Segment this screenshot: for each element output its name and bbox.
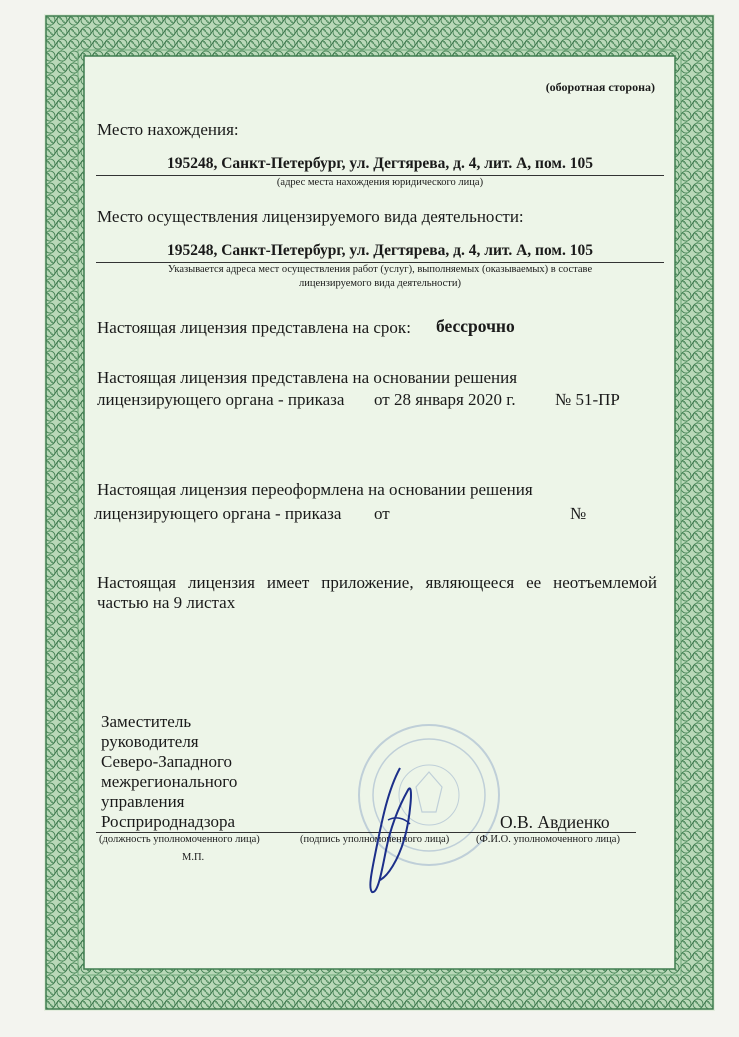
basis-date: от 28 января 2020 г. (374, 390, 516, 409)
basis-line-1: Настоящая лицензия представлена на основании решения (97, 368, 518, 387)
basis-number: № 51-ПР (555, 390, 620, 409)
location-caption: (адрес места нахождения юридического лица) (276, 177, 484, 188)
handwritten-signature (358, 760, 428, 900)
reverse-side-label: (оборотная сторона) (545, 80, 655, 94)
term-value: бессрочно (436, 316, 515, 336)
reissue-line-1: Настоящая лицензия переоформлена на основании решения (97, 480, 533, 499)
reissue-line-2: лицензирующего органа - приказа (94, 504, 342, 523)
position-line: управления (101, 792, 185, 811)
activity-place-address: 195248, Санкт-Петербург, ул. Дегтярева, д. 4, лит. А, пом. 105 (166, 242, 593, 259)
seal-label: М.П. (182, 852, 205, 863)
term-label: Настоящая лицензия представлена на срок: (97, 318, 411, 337)
location-address: 195248, Санкт-Петербург, ул. Дегтярева, д. 4, лит. А, пом. 105 (166, 155, 593, 172)
position-line: Росприроднадзора (101, 812, 236, 831)
location-underline (96, 175, 664, 176)
position-line: межрегионального (101, 772, 238, 791)
position-line: Северо-Западного (101, 752, 233, 771)
activity-place-caption-1: Указывается адреса мест осуществления работ (услуг), выполняемых (оказываемых) в составе (167, 264, 593, 275)
caption-position: (должность уполномоченного лица) (99, 834, 260, 845)
caption-signature: (подпись уполномоченного лица) (300, 834, 450, 845)
activity-place-underline (96, 262, 664, 263)
basis-line-2: лицензирующего органа - приказа (97, 390, 345, 409)
signatory-name: О.В. Авдиенко (500, 812, 610, 832)
activity-place-label: Место осуществления лицензируемого вида деятельности: (97, 207, 524, 226)
activity-place-caption-2: лицензируемого вида деятельности) (298, 278, 462, 289)
reissue-number-prefix: № (570, 504, 587, 523)
location-label: Место нахождения: (97, 120, 239, 139)
appendix-text: Настоящая лицензия имеет приложение, являющееся ее неотъемлемой частью на 9 листах (97, 573, 657, 612)
position-line: Заместитель (101, 712, 192, 731)
reissue-date-prefix: от (374, 504, 390, 523)
caption-name: (Ф.И.О. уполномоченного лица) (476, 834, 620, 845)
position-line: руководителя (101, 732, 199, 751)
